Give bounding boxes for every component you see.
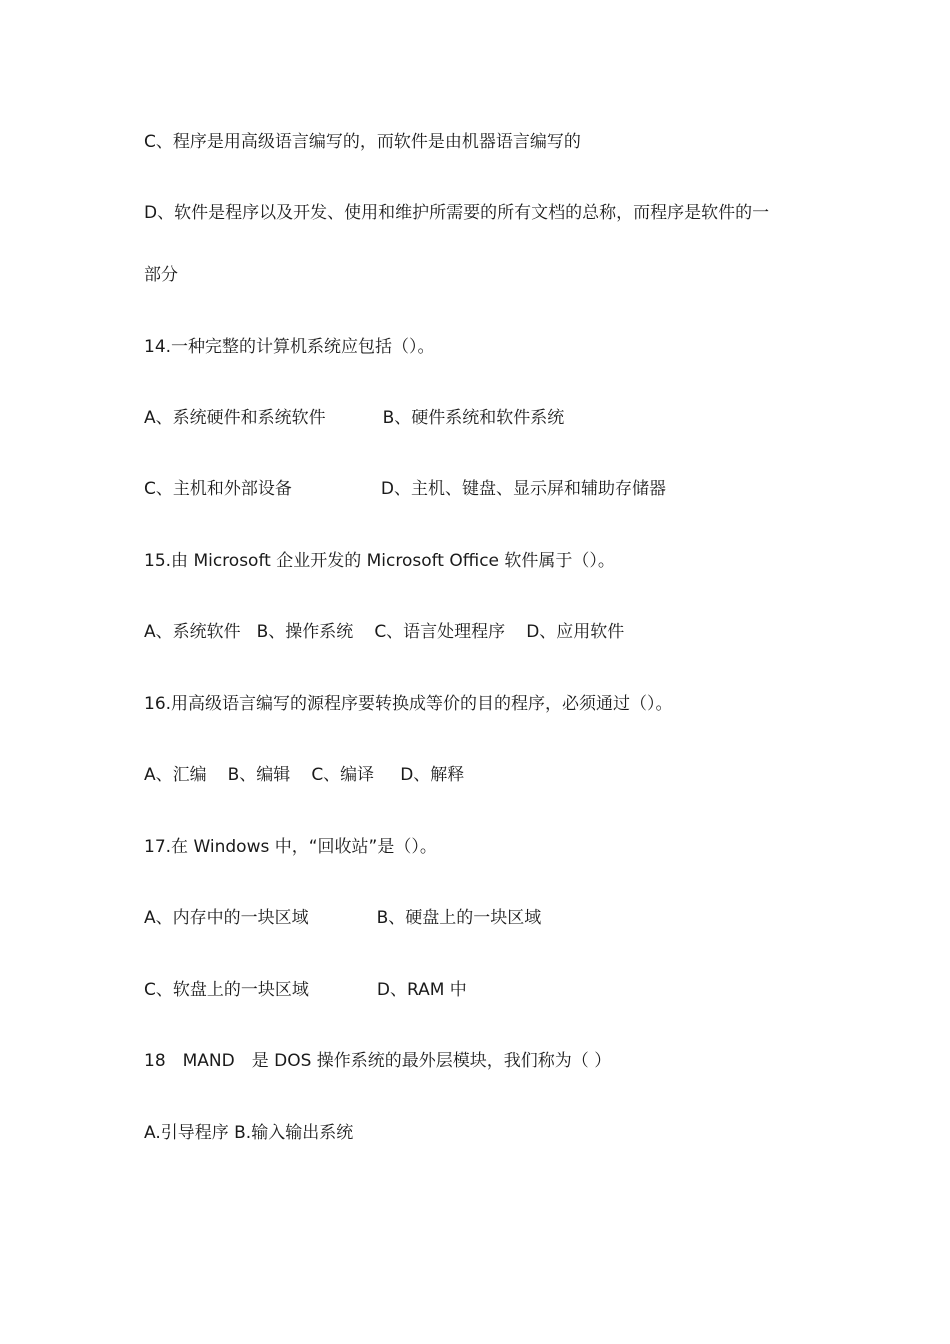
option-14b: B、硬件系统和软件系统 bbox=[382, 408, 565, 428]
question-17: 17.在 Windows 中，“回收站”是（）。 bbox=[144, 837, 437, 857]
option-16d: D、解释 bbox=[400, 765, 465, 785]
option-13c: C、程序是用高级语言编写的，而软件是由机器语言编写的 bbox=[144, 132, 581, 152]
options-18-partial: A.引导程序 B.输入输出系统 bbox=[144, 1123, 354, 1143]
option-15b: B、操作系统 bbox=[256, 622, 354, 642]
option-16a: A、汇编 bbox=[144, 765, 207, 785]
options-17-row1 bbox=[144, 907, 541, 929]
options-16 bbox=[144, 764, 464, 786]
option-15d: D、应用软件 bbox=[526, 622, 625, 642]
option-16c: C、编译 bbox=[311, 765, 375, 785]
question-15: 15.由 Microsoft 企业开发的 Microsoft Office 软件属于（）。 bbox=[144, 551, 615, 571]
option-15a: A、系统软件 bbox=[144, 622, 241, 642]
option-14a: A、系统硬件和系统软件 bbox=[144, 408, 326, 428]
option-14d: D、主机、键盘、显示屏和辅助存储器 bbox=[380, 479, 666, 499]
options-15 bbox=[144, 621, 624, 643]
option-13d-continued: 部分 bbox=[144, 265, 178, 285]
option-17a: A、内存中的一块区域 bbox=[144, 908, 309, 928]
question-16: 16.用高级语言编写的源程序要转换成等价的目的程序，必须通过（）。 bbox=[144, 694, 673, 714]
option-13d: D、软件是程序以及开发、使用和维护所需要的所有文档的总称，而程序是软件的一 bbox=[144, 203, 770, 223]
question-18: 18 MAND 是 DOS 操作系统的最外层模块，我们称为（ ） bbox=[144, 1051, 612, 1071]
options-14-row1 bbox=[144, 407, 564, 429]
option-14c: C、主机和外部设备 bbox=[144, 479, 292, 499]
option-15c: C、语言处理程序 bbox=[374, 622, 506, 642]
option-17d: D、RAM 中 bbox=[376, 980, 467, 1000]
options-17-row2 bbox=[144, 979, 467, 1001]
options-14-row2 bbox=[144, 478, 666, 500]
option-16b: B、编辑 bbox=[227, 765, 291, 785]
option-17c: C、软盘上的一块区域 bbox=[144, 980, 309, 1000]
question-14: 14.一种完整的计算机系统应包括（）。 bbox=[144, 337, 435, 357]
option-17b: B、硬盘上的一块区域 bbox=[376, 908, 542, 928]
